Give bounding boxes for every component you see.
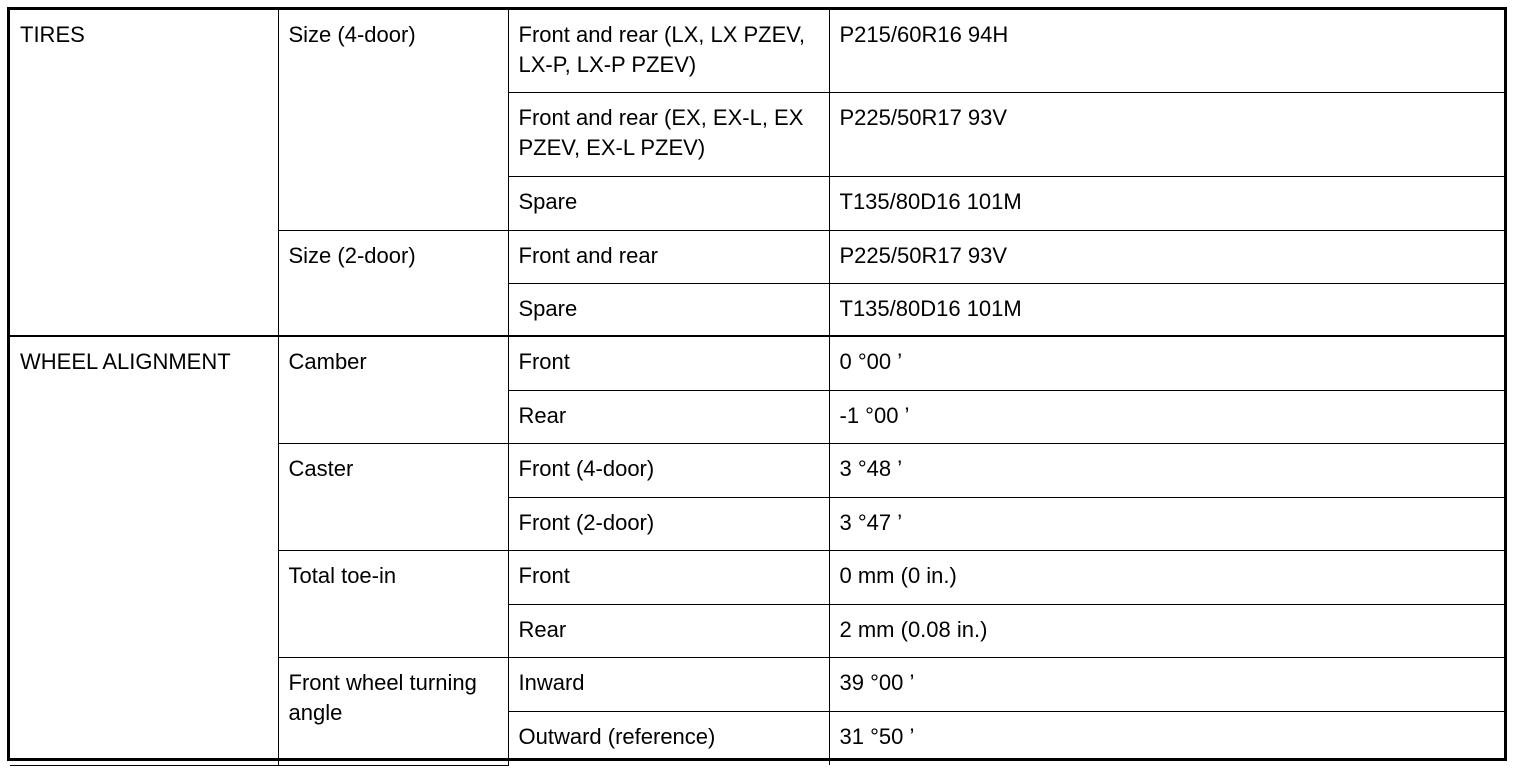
- row-value: 3 °47 ’: [829, 497, 1504, 550]
- group-label: Total toe-in: [278, 550, 508, 657]
- row-value: P215/60R16 94H: [829, 10, 1504, 92]
- row-value: 39 °00 ’: [829, 657, 1504, 711]
- row-value: 31 °50 ’: [829, 711, 1504, 765]
- row-value: P225/50R17 93V: [829, 230, 1504, 283]
- table-row: [10, 10, 1504, 92]
- row-value: 0 mm (0 in.): [829, 550, 1504, 604]
- row-item: Spare: [508, 283, 829, 336]
- row-item: Front and rear (LX, LX PZEV, LX-P, LX-P PZEV): [508, 10, 829, 92]
- row-item: Front and rear: [508, 230, 829, 283]
- row-item: Inward: [508, 657, 829, 711]
- group-label: Camber: [278, 336, 508, 443]
- row-item: Outward (reference): [508, 711, 829, 765]
- row-item: Rear: [508, 390, 829, 443]
- row-item: Rear: [508, 604, 829, 657]
- row-value: T135/80D16 101M: [829, 176, 1504, 230]
- row-value: 0 °00 ’: [829, 336, 1504, 390]
- row-item: Front (2-door): [508, 497, 829, 550]
- spec-table: [10, 10, 1504, 766]
- group-label: Size (2-door): [278, 230, 508, 336]
- row-item: Front (4-door): [508, 443, 829, 497]
- row-item: Front and rear (EX, EX-L, EX PZEV, EX-L PZEV): [508, 92, 829, 176]
- section-title-tires: TIRES: [10, 10, 278, 336]
- group-label: Front wheel turning angle: [278, 657, 508, 765]
- row-item: Front: [508, 336, 829, 390]
- row-value: 2 mm (0.08 in.): [829, 604, 1504, 657]
- row-value: P225/50R17 93V: [829, 92, 1504, 176]
- group-label: Caster: [278, 443, 508, 550]
- row-value: -1 °00 ’: [829, 390, 1504, 443]
- row-item: Spare: [508, 176, 829, 230]
- group-label: Size (4-door): [278, 10, 508, 230]
- row-value: 3 °48 ’: [829, 443, 1504, 497]
- table-row: [10, 336, 1504, 390]
- row-value: T135/80D16 101M: [829, 283, 1504, 336]
- section-title-wheel-alignment: WHEEL ALIGNMENT: [10, 336, 278, 765]
- row-item: Front: [508, 550, 829, 604]
